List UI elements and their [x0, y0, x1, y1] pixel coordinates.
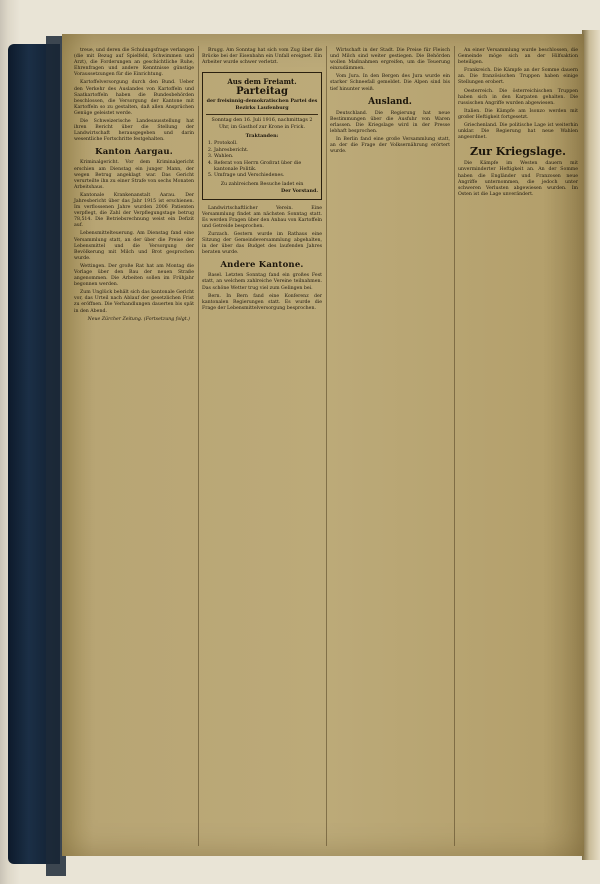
paragraph: Wirtschaft in der Stadt. Die Preise für Fleisch und Milch sind weiter gestiegen. Die Behörden wollen Maßnahmen ergreifen, um die Teuerung einzudämmen.	[330, 48, 450, 72]
paragraph: Frankreich. Die Kämpfe an der Somme dauern an. Die französischen Truppen haben einige Stellungen erobert.	[458, 68, 578, 86]
paragraph: Oesterreich. Die österreichischen Truppen haben sich in den Karpaten gehalten. Die russischen Angriffe wurden abgewiesen.	[458, 88, 578, 106]
column-rule	[198, 46, 199, 846]
paragraph: Brugg. Am Sonntag hat sich vom Zug über die Brücke bei der Eisenbahn ein Unfall ereignet. Ein Arbeiter wurde schwer verletzt.	[202, 48, 322, 66]
paragraph: Die Kämpfe im Westen dauern mit unverminderter Heftigkeit an. An der Somme haben die Engländer und Franzosen neue Angriffe unternommen, die jedoch unter schweren Verlusten abgewiesen wurden. Im Osten ist die Lage unverändert.	[458, 161, 578, 197]
paragraph: Deutschland. Die Regierung hat neue Bestimmungen über die Ausfuhr von Waren erlassen. Die Kriegslage wird in der Presse lebhaft besprochen.	[330, 110, 450, 134]
divider	[206, 114, 318, 115]
paragraph: Basel. Letzten Sonntag fand ein großes Fest statt, an welchem zahlreiche Vereine teilnahmen. Das schöne Wetter trug viel zum Gelingen bei.	[202, 273, 322, 291]
paragraph: Landwirtschaftlicher Verein. Eine Versammlung findet am nächsten Sonntag statt. Es werden Fragen über den Anbau von Kartoffeln und Getreide besprochen.	[202, 205, 322, 229]
newspaper-page	[62, 34, 584, 856]
paragraph: Die Schweizerische Landesausstellung hat ihren Bericht über die Stellung der Landwirtschaft herausgegeben und darin wesentliche Fortschritte festgehalten.	[74, 119, 194, 143]
announcement-subtitle: der freisinnig-demokratischen Partei des Bezirks Laufenburg	[206, 98, 318, 111]
column-signature: Neue Zürcher Zeitung. (Fortsetzung folgt.)	[87, 316, 190, 322]
announcement-date: Sonntag den 16. Juli 1916, nachmittags 2 Uhr, im Gasthof zur Krone in Frick.	[211, 118, 313, 130]
column-1	[74, 48, 194, 323]
page-edge	[582, 30, 600, 860]
announcement-kicker: Aus dem Freiamt.	[227, 77, 297, 87]
paragraph: Bern. In Bern fand eine Konferenz der kantonalen Regierungen statt. Es wurde die Frage der Lebensmittelversorgung besprochen.	[202, 293, 322, 311]
paragraph: Italien. Die Kämpfe am Isonzo werden mit großer Heftigkeit fortgesetzt.	[458, 108, 578, 120]
paragraph: An einer Versammlung wurde beschlossen, die Gemeinde möge sich an der Hilfsaktion beteiligen.	[458, 48, 578, 66]
party-announcement	[202, 72, 322, 199]
announcement-signature: Der Vorstand.	[281, 188, 318, 195]
paragraph: Zum Unglück behält sich das kantonale Gericht vor, das Urteil nach Ablauf der gesetzlichen Frist zu eröffnen. Die Verhandlungen dauerten bis spät in den Abend.	[74, 290, 194, 314]
column-4	[458, 48, 578, 200]
agenda-item: 2. Jahresbericht.	[214, 148, 318, 154]
column-rule	[326, 46, 327, 846]
paragraph: treue, und deren die Schulungsfrage verlangen (die mit Bezug auf Spielfeld, Schwimmen und Arzt), die Forderungen an geschichtliche Ruhe, Ehrenfragen und andere Kenntnisse günstige Voraussetzungen für die Einrichtung.	[74, 48, 194, 78]
paragraph: Kriminalgericht. Vor dem Kriminalgericht erschien am Dienstag ein junger Mann, der wegen Betrug angeklagt war. Das Gericht verurteilte ihn zu einer Strafe von sechs Monaten Arbeitshaus.	[74, 160, 194, 190]
announcement-footer: Zu zahlreichem Besuche ladet ein	[220, 181, 304, 187]
section-heading: Andere Kantone.	[220, 260, 304, 271]
announcement-title: Parteitag	[236, 86, 288, 98]
agenda-item: 3. Wahlen.	[214, 154, 318, 160]
paragraph: Zurzach. Gestern wurde im Rathaus eine Sitzung der Gemeindeversammlung abgehalten, in der über das Budget des laufenden Jahres beraten wurde.	[202, 231, 322, 256]
agenda-item: 1. Protokoll.	[214, 141, 318, 147]
paragraph: Lebensmittelteuerung. Am Dienstag fand eine Versammlung statt, an der über die Preise der Lebensmittel und die Versorgung der Bevölkerung mit Milch und Brot gesprochen wurde.	[74, 231, 194, 261]
column-3	[330, 48, 450, 157]
paragraph: Vom Jura. In den Bergen des Jura wurde ein starker Schneefall gemeldet. Die Alpen sind bis tief hinunter weiß.	[330, 74, 450, 92]
section-heading: Zur Kriegslage.	[470, 145, 566, 159]
paragraph: Kantonale Krankenanstalt Aarau. Der Jahresbericht über das Jahr 1915 ist erschienen. Im verflossenen Jahre wurden 2006 Patienten verpflegt, die Zahl der Verpflegungstage betrug 78,514. Die Betriebsrechnung weist ein Defizit auf.	[74, 192, 194, 229]
column-rule	[454, 46, 455, 846]
paragraph: Griechenland. Die politische Lage ist weiterhin unklar. Die Regierung hat neue Wahlen angeordnet.	[458, 123, 578, 141]
agenda-item: 5. Umfrage und Verschiedenes.	[214, 173, 318, 179]
paragraph: In Berlin fand eine große Versammlung statt, an der die Frage der Volksernährung erörtert wurde.	[330, 137, 450, 155]
section-heading: Kanton Aargau.	[95, 147, 173, 158]
agenda-list	[214, 141, 318, 179]
paragraph: Kartoffelversorgung durch den Bund. Ueber den Verkehr des Auslandes von Kartoffeln und Saatkartoffeln haben die Bundesbehörden beschlossen, die Versorgung der Kantone mit Kartoffeln so zu gestalten, daß allen Ansprüchen Genüge geleistet werde.	[74, 80, 194, 116]
section-heading: Ausland.	[368, 96, 412, 107]
column-2	[202, 48, 322, 314]
agenda-title: Traktanden:	[245, 132, 279, 139]
agenda-item: 4. Referat von Herrn Großrat über die kantonale Politik.	[214, 161, 318, 174]
paragraph: Wettingen. Der große Rat hat am Montag die Vorlage über den Bau der neuen Straße angenommen. Die Arbeiten sollen im Frühjahr begonnen werden.	[74, 263, 194, 288]
